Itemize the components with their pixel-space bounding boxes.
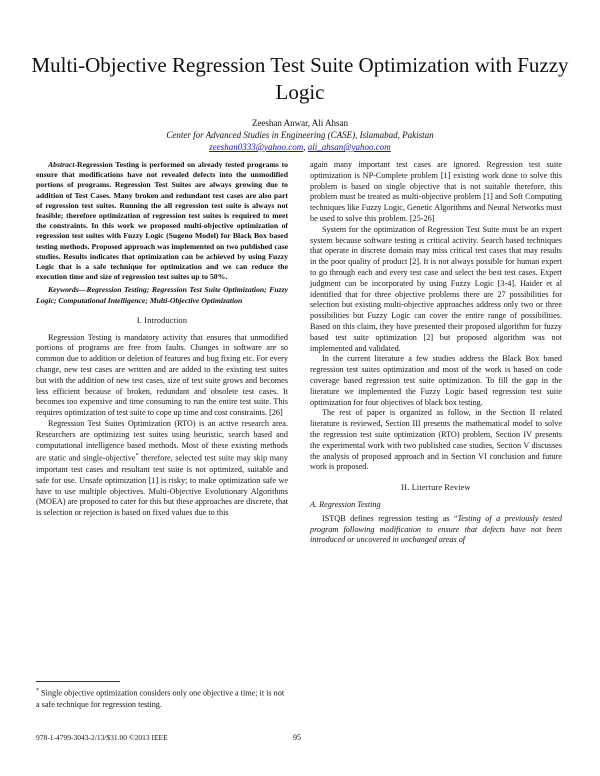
istqb-lead: ISTQB defines regression testing as “: [322, 513, 458, 523]
section-heading-introduction: I. Introduction: [136, 315, 188, 325]
page-number: 95: [293, 733, 301, 742]
right-paragraph-4: The rest of paper is organized as follow, in the Section II related literature is reviewed, Section III presents the mathematical model to solve the regression test suite optimization (RTO) problem, Section IV presents the experimental work with two published case studies, Section V discusses the analysis of proposed approach and in Section VI conclusion and future work is proposed.: [310, 408, 562, 472]
footnote: [36, 686, 288, 710]
intro-paragraph-2: [36, 419, 288, 519]
intro-p2-part-a: Regression Test Suites Optimization (RTO) is an active research area. Researchers are optimizing test suites using heuristic, search based and computational intelligence based methods. Most of these existing methods are static and single-objective: [36, 419, 288, 464]
right-paragraph-3: In the current literature a few studies address the Black Box based regression test suites optimization and most of the work is based on code coverage based regression test suite optimization. To fill the gap in the literature we implemented the Fuzzy Logic based regression test suite optimization for four objectives of black box testing.: [310, 354, 562, 407]
abstract-label: Abstract: [48, 160, 75, 169]
email-link-2[interactable]: ali_ahsan@yahoo.com: [307, 142, 391, 152]
right-paragraph-1: again many important test cases are ignored. Regression test suite optimization is NP-Complete problem [1] existing work done to solve this problem is based on single objective that is not suitable therefore, this problem must be treated as multi-objective problem [1] and Soft Computing techniques like Fuzzy Logic, Genetic Algorithms and Neural Networks must be used to solve this problem. [25-26]: [310, 160, 562, 223]
author-emails: [0, 141, 600, 153]
footnote-divider: [36, 681, 120, 682]
paper-title: Multi-Objective Regression Test Suite Optimization with Fuzzy Logic: [31, 53, 569, 104]
right-paragraph-2: System for the optimization of Regression Test Suite must be an expert system because software testing is critical activity. Search based techniques that operate in discrete domain may miss critical test cases that may results in the poor quality of product [2]. It is not always possible for human expert to go through each and every test case and select the best test cases. Expert judgment can be incorporated by using Fuzzy Logic [3-4]. Haider et al identified that for three objective problems there are 27 possibilities for selection but existing multi-objective approaches address only two or three possibilities but Fuzzy Logic can cover the entire range of possibilities. Based on this claim, they have presented their proposed algorithm for fuzzy based test suite optimization [2] but proposed algorithm was not implemented and validated.: [310, 224, 562, 353]
left-column: [36, 160, 288, 519]
footnote-marker: *: [135, 453, 139, 460]
right-column: [310, 160, 562, 546]
footnote-mark: *: [36, 688, 39, 694]
intro-p2-part-b: therefore, selected test suite may skip many important test cases and resultant test suite is not optimized, suitable and safe for use. Unsafe optimization [1] is risky; to make optimization safe we have to use multiple objectives. Multi-Objective Evolutionary Algorithms (MOEA) are proposed to cater for this but these approaches are discrete, that is selection or rejection is based on fixed values due to this: [36, 454, 288, 518]
footer-isbn: 978-1-4799-3043-2/13/$31.00 ©2013 IEEE: [36, 733, 168, 742]
keywords: Keywords—Regression Testing; Regression Test Suite Optimization; Fuzzy Logic; Computational Intelligence; Multi-Objective Optimization: [36, 285, 288, 305]
email-separator: ,: [303, 142, 306, 152]
author-affiliation: Center for Advanced Studies in Engineering (CASE), Islamabad, Pakistan: [166, 130, 434, 140]
email-link-1[interactable]: zeeshan0333@yahoo.com: [209, 142, 304, 152]
author-names: Zeeshan Anwar, Ali Ahsan: [251, 118, 349, 128]
abstract-text: -Regression Testing is performed on already tested programs to ensure that modifications have not revealed defects into the unmodified portions of programs. Regression Test Suites are always growing due to addition of Test Cases. Many broken and redundant test cases are also part of regression test suites. Running the all regression test suite is always not feasible; therefore optimization of regression test suites is required to meet the constraints. In this work we proposed multi-objective optimization of regression test suites with Fuzzy Logic (Sugeno Model) for Black Box based testing methods. Proposed approach was implemented on two published case studies. Results indicates that optimization can be achieved by using Fuzzy Logic that is a safe technique for optimization and we can reduce the execution time and size of regression test suites up to 50%.: [36, 160, 288, 282]
subsection-heading-regression-testing: A. Regression Testing: [310, 499, 381, 509]
abstract: [36, 160, 288, 282]
footnote-text: Single objective optimization considers only one objective a time; it is not a safe technique for regression testing.: [36, 688, 285, 709]
istqb-quote: Testing of a previously tested program following modification to ensure that defects have not been introduced or uncovered in unchanged areas of: [310, 513, 563, 545]
regression-testing-paragraph: [310, 514, 562, 546]
intro-paragraph-1: Regression Testing is mandatory activity that ensures that unmodified portions of programs are free from faults. Changes in software are so common due to addition or deletion of features and bug fixing etc. For every change, new test cases are written and are added to the existing test suites but with the addition of new test cases, size of test suite grows and becomes less efficient because of broken, redundant and obsolete test cases. It becomes too expensive and time consuming to run the entire test suite. This requires optimization of test suite to cope up time and cost constraints. [26]: [36, 332, 288, 418]
section-heading-literature-review: II. Literture Review: [401, 483, 471, 493]
